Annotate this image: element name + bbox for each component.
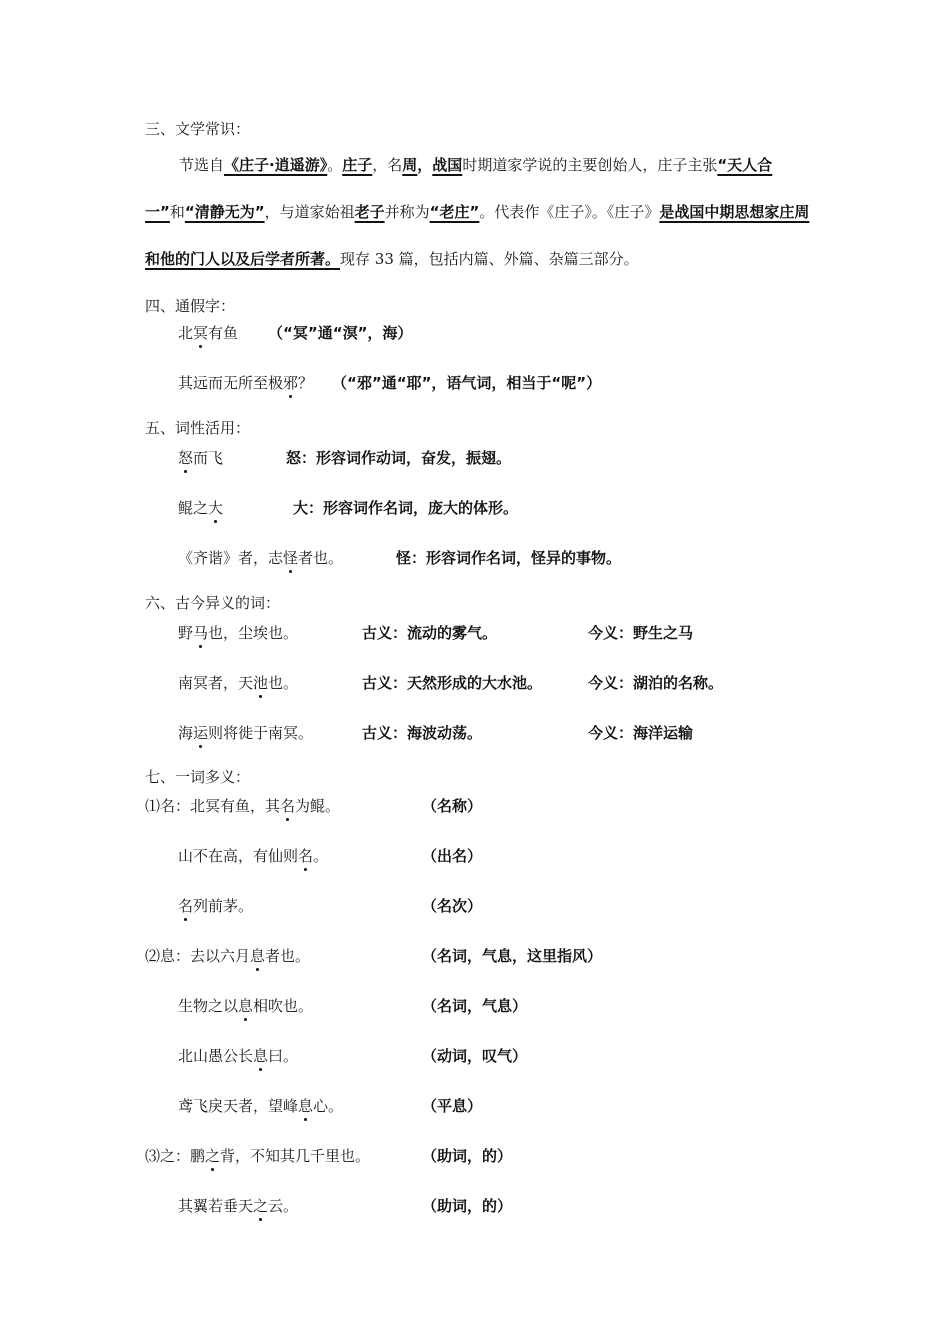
text-span: 生物之以: [178, 997, 239, 1015]
polysemy-meaning: （名词，气息）: [422, 997, 528, 1015]
text-span: 背，不知其几千里也。: [220, 1147, 371, 1165]
text-span: 其远而无所至极: [178, 374, 284, 392]
author-name: 庄子: [342, 156, 373, 174]
tongjiazi-note-1: （“冥”通“溟”，海）: [268, 324, 413, 342]
marked-char: 名: [280, 797, 296, 815]
marked-char: 邪: [283, 374, 299, 392]
text-span: 山不在高，有仙则: [178, 847, 299, 865]
text-span: 也，尘埃也。: [208, 624, 299, 642]
polysemy-example: [178, 896, 253, 916]
text-span: ，与道家始祖: [264, 203, 355, 221]
text-span: 。代表作《庄子》。《庄子》: [479, 203, 660, 221]
text-span: 并称为: [384, 203, 430, 221]
polysemy-example: [178, 1196, 298, 1216]
ancient-modern-example: [178, 673, 298, 693]
modern-meaning: 今义：海洋运输: [588, 724, 694, 742]
marked-char: 之: [253, 1197, 269, 1215]
marked-char: 息: [250, 947, 266, 965]
polysemy-example: [178, 846, 328, 866]
polysemy-example: [145, 1146, 370, 1166]
text-span: 者也。: [298, 549, 344, 567]
polysemy-meaning: （名次）: [422, 897, 483, 915]
polysemy-example: [145, 946, 310, 966]
tongjiazi-note-2: （“邪”通“耶”，语气词，相当于“呢”）: [332, 374, 602, 392]
polysemy-meaning: （出名）: [422, 847, 483, 865]
text-span: 而飞: [193, 449, 224, 467]
text-span: 心。: [313, 1097, 344, 1115]
marked-char: 怪: [283, 549, 299, 567]
text-span: 鸢飞戾天者，望峰: [178, 1097, 299, 1115]
section-heading-polysemy: 七、一词多义：: [145, 768, 251, 786]
marked-char: 名: [298, 847, 314, 865]
text-span: 海: [178, 724, 194, 742]
key-idea-1: “天人合一”: [145, 156, 773, 221]
tongjiazi-example-1: [178, 323, 238, 343]
text-span: 野: [178, 624, 194, 642]
polysemy-meaning: （平息）: [422, 1097, 483, 1115]
key-idea-2: “清静无为”: [184, 203, 265, 221]
text-span: 为鲲。: [295, 797, 341, 815]
literature-paragraph: [145, 142, 810, 283]
polysemy-meaning: （助词，的）: [422, 1147, 513, 1165]
section-heading-literature: 三、文学常识：: [145, 120, 251, 138]
text-span: 则将徙于南冥。: [208, 724, 314, 742]
word-class-example-2: [178, 498, 223, 518]
book-title: 《庄子·逍遥游》: [224, 156, 328, 174]
text-span: 时期道家学说的主要创始人，庄子主张: [462, 156, 718, 174]
word-class-note-2: 大：形容词作名词，庞大的体形。: [293, 499, 519, 517]
text-span: 鲲之: [178, 499, 209, 517]
marked-char: 马: [193, 624, 209, 642]
word-class-example-3: [178, 548, 343, 568]
given-name: 周: [402, 156, 418, 174]
section-heading-tongjiazi: 四、通假字：: [145, 297, 236, 315]
marked-char: 之: [205, 1147, 221, 1165]
ancient-meaning: 古义：天然形成的大水池。: [362, 674, 543, 692]
text-span: 。: [327, 156, 343, 174]
text-span: 者也。: [265, 947, 311, 965]
word-class-example-1: [178, 448, 223, 468]
marked-char: 息: [298, 1097, 314, 1115]
text-span: ⑴名：北冥有鱼，其: [145, 797, 281, 815]
text-span: 北山愚公长: [178, 1047, 254, 1065]
text-span: 其翼若垂天: [178, 1197, 254, 1215]
marked-char: 息: [238, 997, 254, 1015]
text-span: 现存 33 篇，包括内篇、外篇、杂篇三部分。: [340, 250, 639, 268]
polysemy-example: [178, 1046, 298, 1066]
polysemy-example: [178, 1096, 343, 1116]
marked-char: 名: [178, 897, 194, 915]
word-class-note-1: 怒：形容词作动词，奋发，振翅。: [286, 449, 512, 467]
word-class-note-3: 怪：形容词作名词，怪异的事物。: [396, 549, 622, 567]
modern-meaning: 今义：湖泊的名称。: [588, 674, 724, 692]
laozhuang-term: “老庄”: [429, 203, 480, 221]
polysemy-meaning: （动词，叹气）: [422, 1047, 528, 1065]
text-span: 节选自: [179, 156, 225, 174]
laozi-name: 老子: [354, 203, 385, 221]
marked-char: 息: [253, 1047, 269, 1065]
text-span: ⑶之：鹏: [145, 1147, 206, 1165]
text-span: 《齐谐》者，志: [178, 549, 284, 567]
polysemy-meaning: （名词，气息，这里指风）: [422, 947, 603, 965]
era-name: 战国: [432, 156, 463, 174]
text-span: 列前茅。: [193, 897, 254, 915]
text-span: ⑵息：去以六月: [145, 947, 251, 965]
text-span: 相吹也。: [253, 997, 314, 1015]
polysemy-example: [178, 996, 313, 1016]
text-span: 北: [178, 324, 194, 342]
modern-meaning: 今义：野生之马: [588, 624, 694, 642]
text-span: 有鱼: [208, 324, 239, 342]
marked-char: 运: [193, 724, 209, 742]
text-span: 云。: [268, 1197, 299, 1215]
marked-char: 冥: [193, 324, 209, 342]
text-span: 。: [313, 847, 329, 865]
marked-char: 大: [208, 499, 224, 517]
text-span: ，名: [372, 156, 403, 174]
ancient-modern-example: [178, 723, 313, 743]
polysemy-meaning: （助词，的）: [422, 1197, 513, 1215]
text-span: 也。: [268, 674, 299, 692]
marked-char: 怒: [178, 449, 194, 467]
ancient-modern-example: [178, 623, 298, 643]
tongjiazi-example-2: [178, 373, 313, 393]
authorship-note: 是战国中期思想家庄周和他的门人以及后学者所著。: [145, 203, 810, 268]
text-span: ，: [417, 156, 433, 174]
polysemy-meaning: （名称）: [422, 797, 483, 815]
marked-char: 池: [253, 674, 269, 692]
text-span: 南冥者，天: [178, 674, 254, 692]
text-span: ？: [298, 374, 314, 392]
ancient-meaning: 古义：海波动荡。: [362, 724, 483, 742]
text-span: 曰。: [268, 1047, 299, 1065]
polysemy-example: [145, 796, 340, 816]
ancient-meaning: 古义：流动的雾气。: [362, 624, 498, 642]
section-heading-ancient-modern: 六、古今异义的词：: [145, 594, 281, 612]
section-heading-word-class: 五、词性活用：: [145, 419, 251, 437]
text-span: 和: [169, 203, 185, 221]
